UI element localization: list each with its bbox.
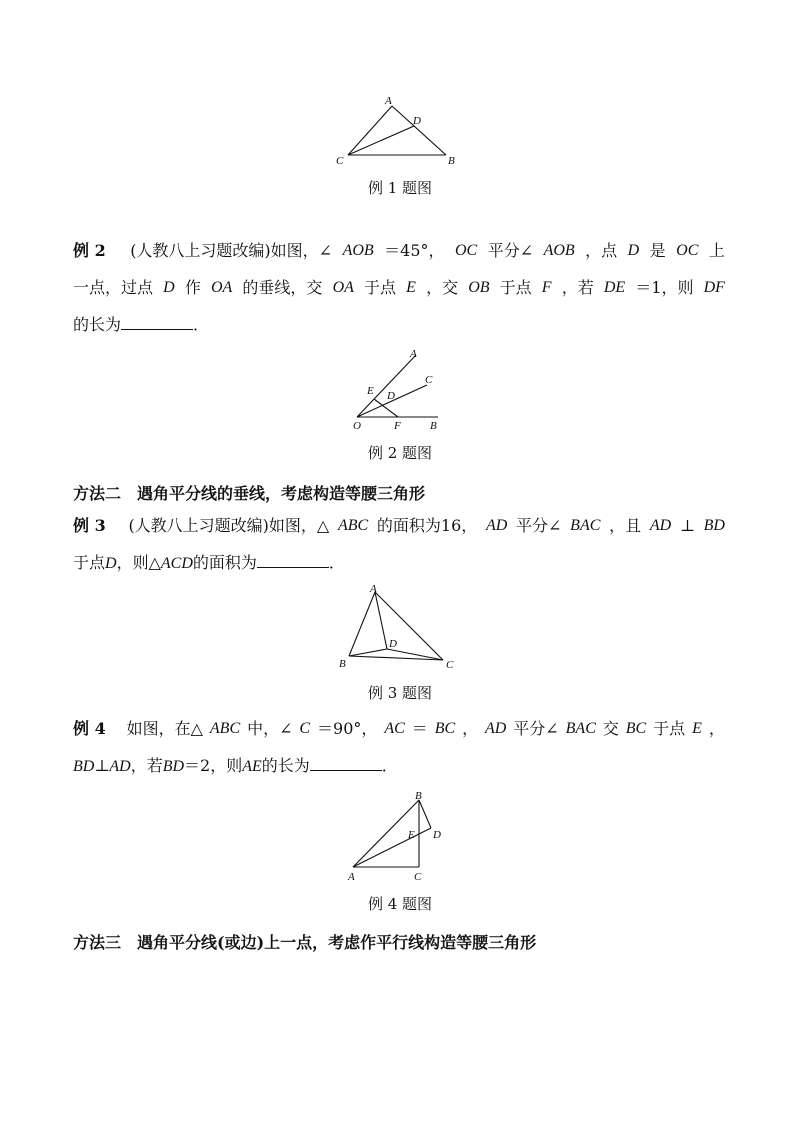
label-a: A	[348, 871, 355, 883]
label-a: A	[410, 348, 417, 360]
figure-1-diagram	[330, 92, 470, 172]
label-a: A	[385, 95, 392, 107]
label-e: E	[408, 829, 415, 841]
example-2-line-2: 一点，过点 D 作 OA 的垂线，交 OA 于点 E ，交 OB 于点 F ，若 DE ＝1，则 DF	[73, 278, 725, 297]
caption-figure-4: 例 4 题图	[367, 895, 433, 913]
example-3-line-1: 例 3 (人教八上习题改编)如图，△ ABC 的面积为16， AD 平分∠ BAC ，且 AD ⊥ BD	[73, 507, 725, 544]
label-d: D	[433, 829, 441, 841]
example-3-label: 例 3	[73, 516, 106, 535]
answer-blank[interactable]	[310, 769, 382, 771]
label-a: A	[370, 583, 377, 595]
label-c: C	[425, 374, 433, 386]
caption-figure-1: 例 1 题图	[367, 179, 433, 197]
segment-ca	[348, 106, 392, 155]
answer-blank[interactable]	[257, 566, 329, 568]
label-d: D	[413, 115, 421, 127]
label-f: F	[394, 420, 401, 432]
label-c: C	[414, 871, 422, 883]
label-e: E	[367, 385, 374, 397]
label-c: C	[336, 155, 344, 167]
figure-2-diagram	[345, 343, 455, 433]
figure-1	[330, 92, 470, 172]
segment-ad	[375, 592, 387, 649]
answer-blank[interactable]	[121, 328, 193, 330]
example-4-label: 例 4	[73, 719, 106, 738]
segment-bc	[349, 656, 443, 660]
example-4-line-2: BD⊥AD，若BD＝2，则AE的长为 ．	[73, 756, 398, 775]
caption-figure-3: 例 3 题图	[367, 684, 433, 702]
figure-4	[342, 786, 452, 886]
label-d: D	[387, 390, 395, 402]
example-4	[73, 710, 725, 784]
method-2-heading: 方法二 遇角平分线的垂线，考虑构造等腰三角形	[73, 484, 426, 503]
example-2-line-1: 例 2 (人教八上习题改编)如图，∠ AOB ＝45°， OC 平分∠ AOB ，点 D 是 OC 上	[73, 232, 725, 269]
segment-ab	[392, 106, 446, 155]
label-b: B	[448, 155, 455, 167]
label-c: C	[446, 659, 454, 671]
caption-figure-2: 例 2 题图	[367, 444, 433, 462]
label-b: B	[415, 790, 422, 802]
example-2-line-3: 的长为 ．	[73, 315, 210, 334]
label-b: B	[339, 658, 346, 670]
segment-ab	[349, 592, 375, 656]
segment-cd	[348, 126, 414, 155]
label-b: B	[430, 420, 437, 432]
label-d: D	[389, 638, 397, 650]
label-o: O	[353, 420, 361, 432]
example-3	[73, 507, 725, 581]
example-2-label: 例 2	[73, 241, 106, 260]
segment-bd	[419, 800, 431, 828]
example-2	[73, 232, 725, 343]
figure-3-diagram	[332, 580, 467, 672]
figure-4-diagram	[342, 786, 452, 886]
method-3-heading: 方法三 遇角平分线(或边)上一点，考虑作平行线构造等腰三角形	[73, 933, 537, 952]
segment-bd	[349, 649, 387, 656]
figure-3	[332, 580, 467, 672]
example-4-line-1: 例 4 如图，在△ ABC 中，∠ C ＝90°， AC ＝ BC ， AD 平分∠ BAC 交 BC 于点 E ，	[73, 710, 725, 747]
figure-2	[345, 343, 455, 433]
example-3-line-2: 于点D，则△ACD的面积为 ．	[73, 553, 345, 572]
